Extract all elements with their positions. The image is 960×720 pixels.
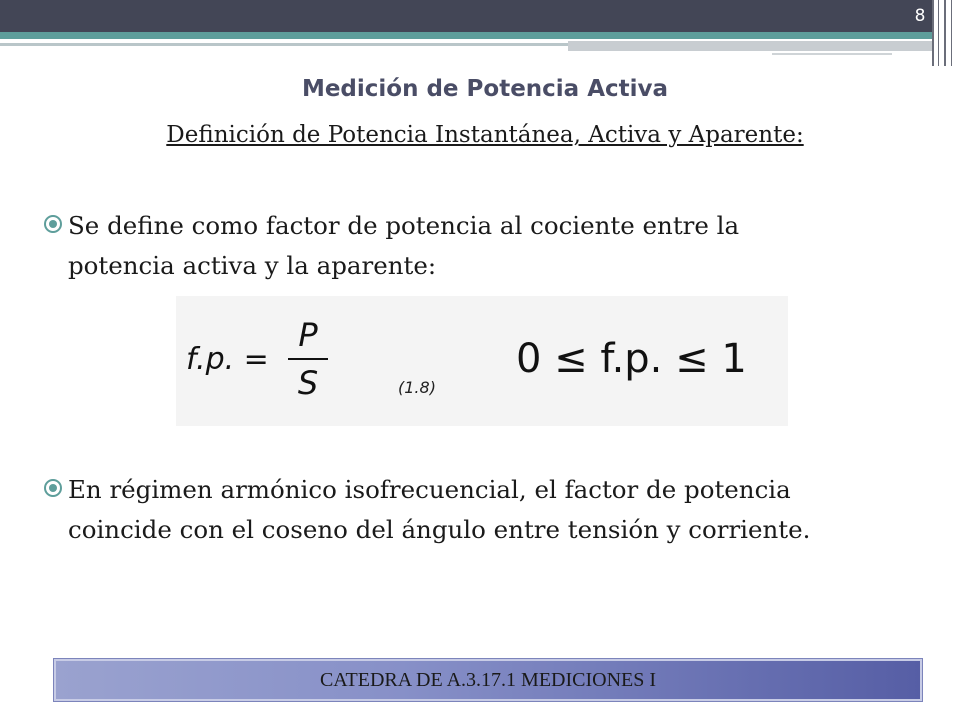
vertical-rule — [944, 0, 946, 66]
header-grey-block — [568, 41, 932, 51]
page-number: 8 — [914, 6, 926, 26]
formula-fraction — [288, 316, 328, 404]
formula-range: 0 ≤ f.p. ≤ 1 — [516, 336, 747, 382]
formula-numerator: P — [298, 316, 318, 354]
circled-dot-bullet-icon — [44, 215, 62, 233]
formula-image — [176, 296, 788, 426]
slide-subtitle: Definición de Potencia Instantánea, Activa y Aparente: — [166, 122, 804, 148]
header-accent-band — [0, 32, 932, 39]
vertical-rule — [951, 0, 952, 66]
bullet-item — [44, 470, 924, 550]
bullet-text: potencia activa y la aparente: — [68, 251, 437, 280]
vertical-rule — [938, 0, 939, 66]
formula-denominator: S — [297, 364, 319, 402]
bullet-item — [44, 206, 924, 286]
header-notch — [772, 53, 892, 61]
equation-number: (1.8) — [398, 378, 436, 397]
bullet-text: coincide con el coseno del ángulo entre tensión y corriente. — [68, 515, 811, 544]
circled-dot-bullet-icon — [44, 479, 62, 497]
fraction-bar — [288, 358, 328, 360]
bullet-text: En régimen armónico isofrecuencial, el factor de potencia — [68, 475, 791, 504]
formula-lhs: f.p. = — [186, 342, 269, 377]
footer-band: CATEDRA DE A.3.17.1 MEDICIONES I — [53, 658, 923, 702]
slide-title: Medición de Potencia Activa — [301, 76, 669, 102]
vertical-rule — [932, 0, 934, 66]
header-bar — [0, 0, 932, 32]
bullet-text: Se define como factor de potencia al cociente entre la — [68, 211, 740, 240]
